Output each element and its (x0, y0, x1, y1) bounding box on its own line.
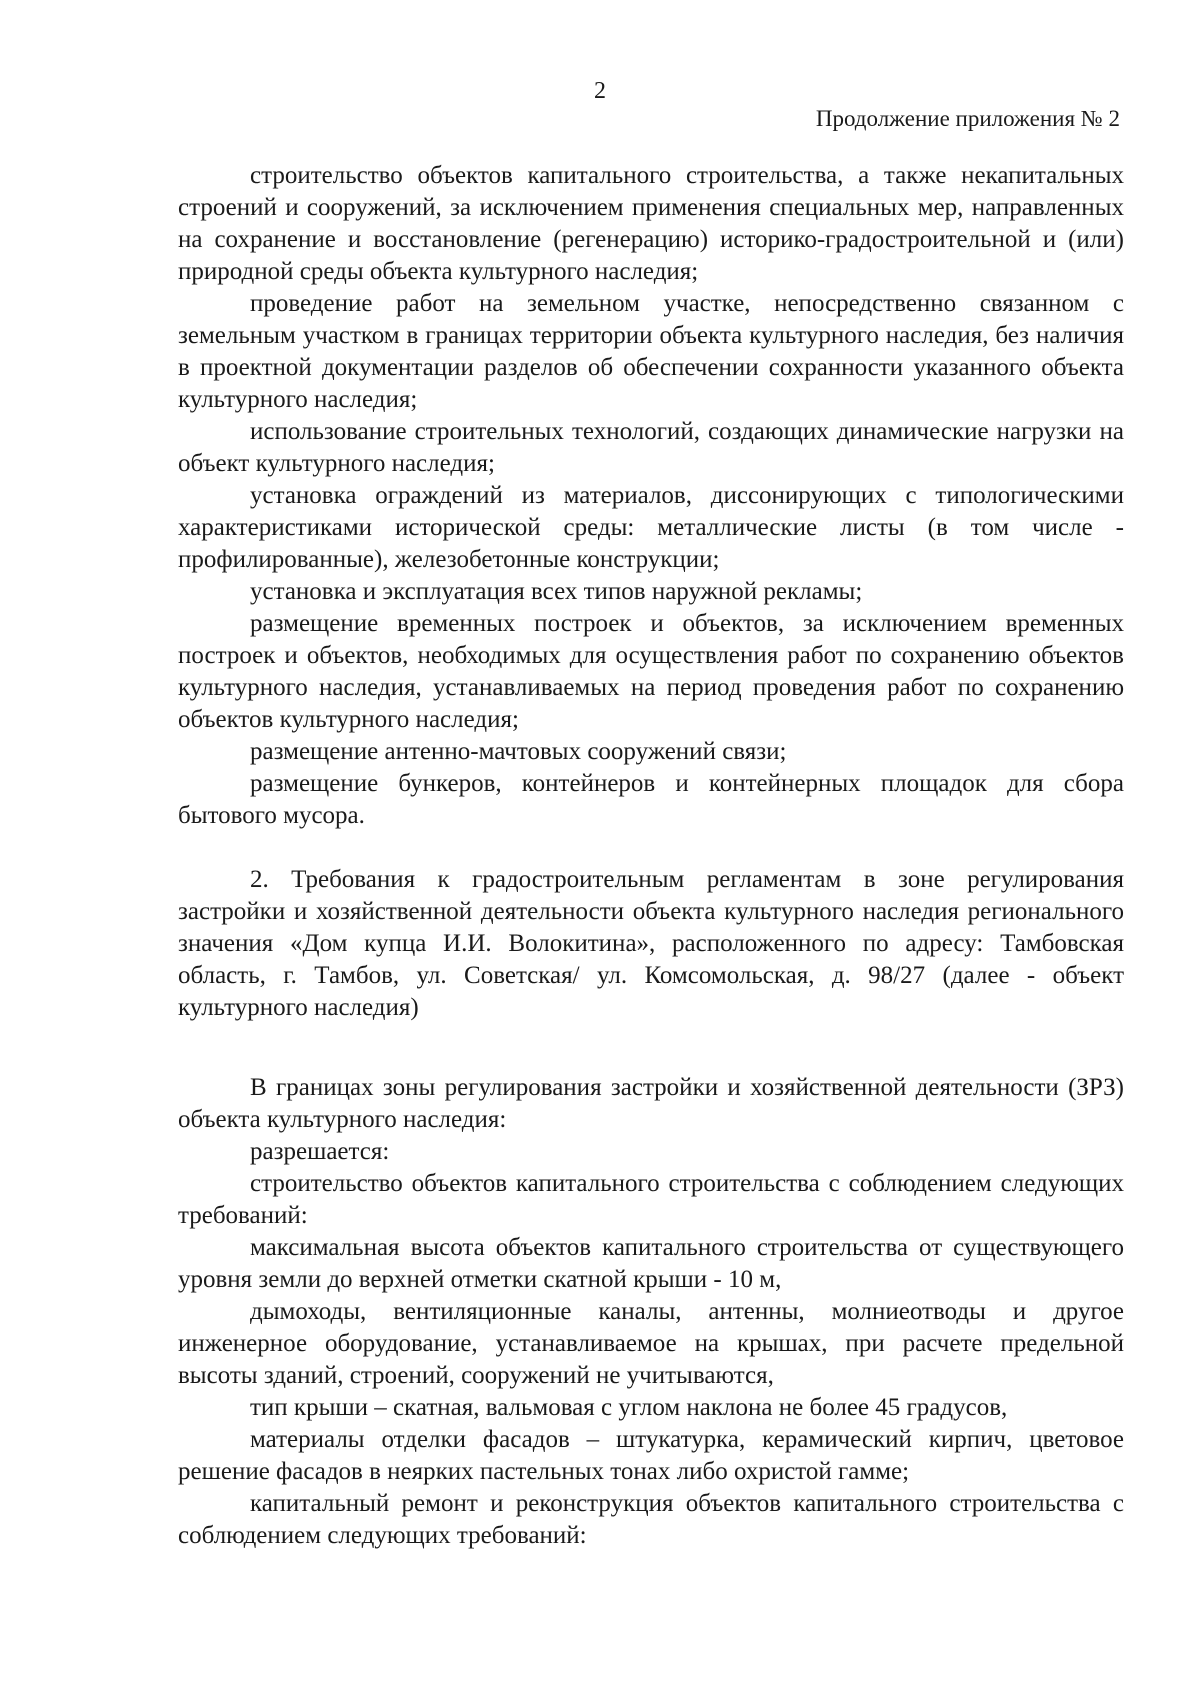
paragraph-prohibition-advertising: установка и эксплуатация всех типов наружной рекламы; (250, 578, 863, 605)
paragraph-roof-type: тип крыши – скатная, вальмовая с углом наклона не более 45 градусов, (250, 1394, 1008, 1421)
paragraph-permitted-label: разрешается: (250, 1138, 390, 1165)
paragraph-permitted-construction: строительство объектов капитального строительства с соблюдением следующих требований: (178, 1170, 1124, 1229)
document-body (178, 160, 1124, 1552)
paragraph-zone-intro: В границах зоны регулирования застройки и хозяйственной деятельности (ЗРЗ) объекта культурного наследия: (178, 1074, 1124, 1133)
paragraph-prohibition-temporary-buildings: размещение временных построек и объектов, за исключением временных построек и объектов, необходимых для осуществления работ по сохранению объектов культурного наследия, устанавливаемых на период проведения работ по сохранению объектов культурного наследия; (178, 610, 1124, 733)
paragraph-max-height: максимальная высота объектов капитального строительства от существующего уровня земли до верхней отметки скатной крыши - 10 м, (178, 1234, 1124, 1293)
paragraph-prohibition-fences: установка ограждений из материалов, диссонирующих с типологическими характеристиками исторической среды: металлические листы (в том числе - профилированные), железобетонные конструкции; (178, 482, 1124, 573)
paragraph-roof-equipment: дымоходы, вентиляционные каналы, антенны, молниеотводы и другое инженерное оборудование, устанавливаемое на крышах, при расчете предельной высоты зданий, строений, сооружений не учитываются, (178, 1298, 1124, 1389)
page-number: 2 (594, 78, 606, 104)
section-2-heading-paragraph: 2. Требования к градостроительным регламентам в зоне регулирования застройки и хозяйственной деятельности объекта культурного наследия регионального значения «Дом купца И.И. Волокитина», расположенного по адресу: Тамбовская область, г. Тамбов, ул. Советская/ ул. Комсомольская, д. 98/27 (далее - объект культурного наследия) (178, 866, 1124, 1021)
paragraph-prohibition-waste-containers: размещение бункеров, контейнеров и контейнерных площадок для сбора бытового мусора. (178, 770, 1124, 829)
paragraph-prohibition-antenna-masts: размещение антенно-мачтовых сооружений связи; (250, 738, 787, 765)
running-head: Продолжение приложения № 2 (815, 106, 1120, 131)
paragraph-prohibition-dynamic-loads: использование строительных технологий, создающих динамические нагрузки на объект культурного наследия; (178, 418, 1124, 477)
paragraph-repair-reconstruction: капитальный ремонт и реконструкция объектов капитального строительства с соблюдением следующих требований: (178, 1490, 1124, 1549)
paragraph-facade-materials: материалы отделки фасадов – штукатурка, керамический кирпич, цветовое решение фасадов в неярких пастельных тонах либо охристой гамме; (178, 1426, 1124, 1485)
paragraph-prohibition-new-construction: строительство объектов капитального строительства, а также некапитальных строений и сооружений, за исключением применения специальных мер, направленных на сохранение и восстановление (регенерацию) историко-градостроительной и (или) природной среды объекта культурного наследия; (178, 162, 1124, 285)
paragraph-prohibition-land-works: проведение работ на земельном участке, непосредственно связанном с земельным участком в границах территории объекта культурного наследия, без наличия в проектной документации разделов об обеспечении сохранности указанного объекта культурного наследия; (178, 290, 1124, 413)
